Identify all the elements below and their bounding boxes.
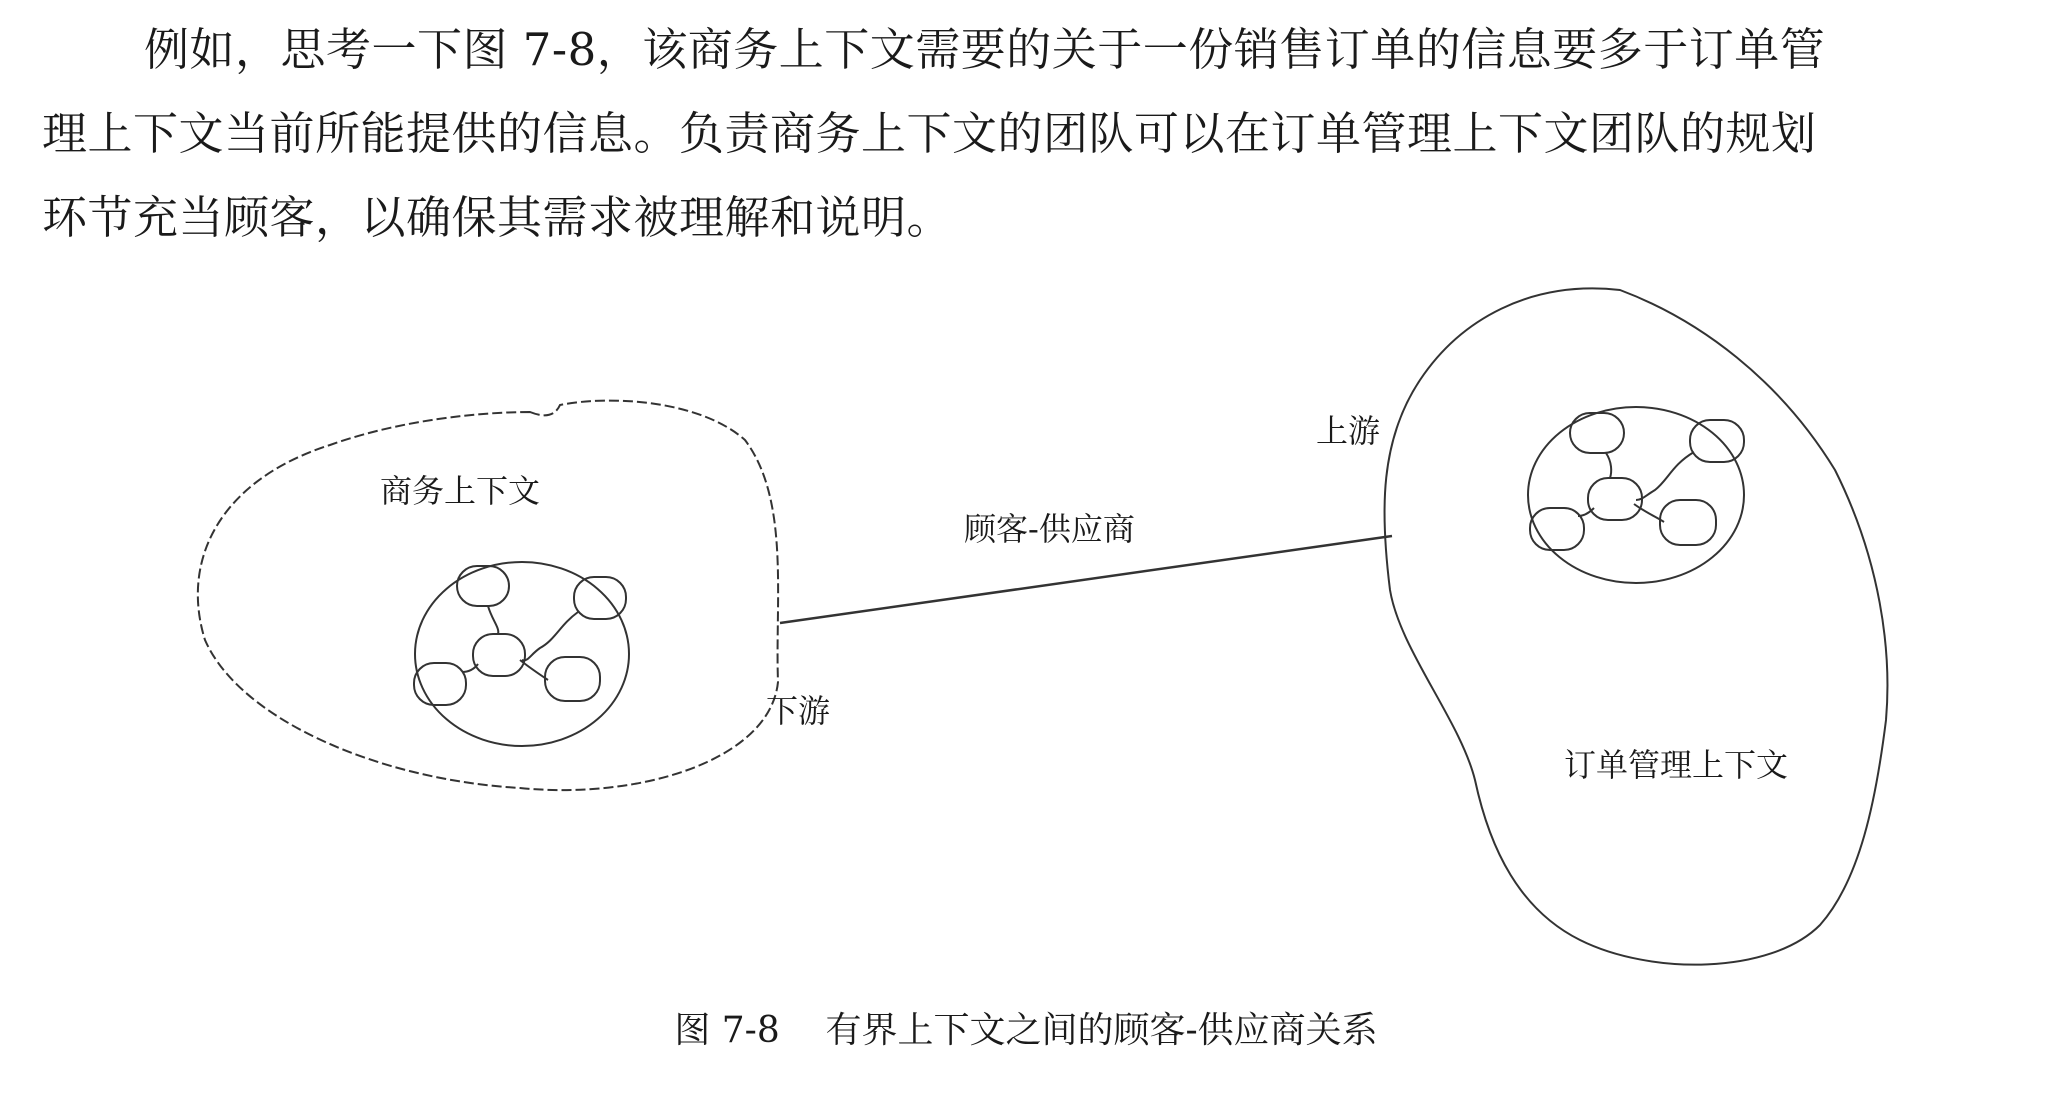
right-entity-node — [1588, 478, 1642, 520]
relationship-label: 顾客-供应商 — [964, 510, 1135, 548]
left-entity-link — [522, 612, 578, 660]
caption-text: 有界上下文之间的顾客-供应商关系 — [825, 1010, 1378, 1051]
left-context-label: 商务上下文 — [380, 472, 541, 510]
paragraph-line-3: 环节充当顾客，以确保其需求被理解和说明。 — [42, 191, 953, 244]
figure-caption — [0, 1010, 2052, 1052]
left-domain-model-circle — [415, 562, 629, 746]
right-entity-node — [1570, 413, 1624, 453]
left-context-boundary — [198, 401, 778, 791]
left-entity-link — [488, 606, 498, 634]
upstream-label: 上游 — [1316, 412, 1381, 450]
right-entity-node — [1690, 420, 1744, 462]
paragraph-line-2: 理上下文当前所能提供的信息。负责商务上下文的团队可以在订单管理上下文团队的规划 — [42, 107, 1817, 160]
left-entity-node — [473, 634, 525, 676]
right-entity-node — [1660, 500, 1716, 545]
right-context-label: 订单管理上下文 — [1564, 746, 1789, 784]
left-entity-link — [520, 660, 548, 680]
caption-number: 图 7-8 — [674, 1010, 780, 1051]
right-entity-node — [1530, 508, 1584, 550]
customer-supplier-relationship-line — [780, 536, 1392, 623]
right-domain-model-circle — [1528, 407, 1744, 583]
right-entity-link — [1636, 452, 1694, 500]
downstream-label: 下游 — [766, 692, 831, 730]
left-entity-node — [545, 657, 600, 701]
paragraph-line-1: 例如，思考一下图 7-8，该商务上下文需要的关于一份销售订单的信息要多于订单管 — [144, 23, 1826, 76]
left-entity-node — [457, 566, 509, 606]
right-context-boundary — [1384, 288, 1887, 964]
right-entity-link — [1606, 453, 1611, 478]
